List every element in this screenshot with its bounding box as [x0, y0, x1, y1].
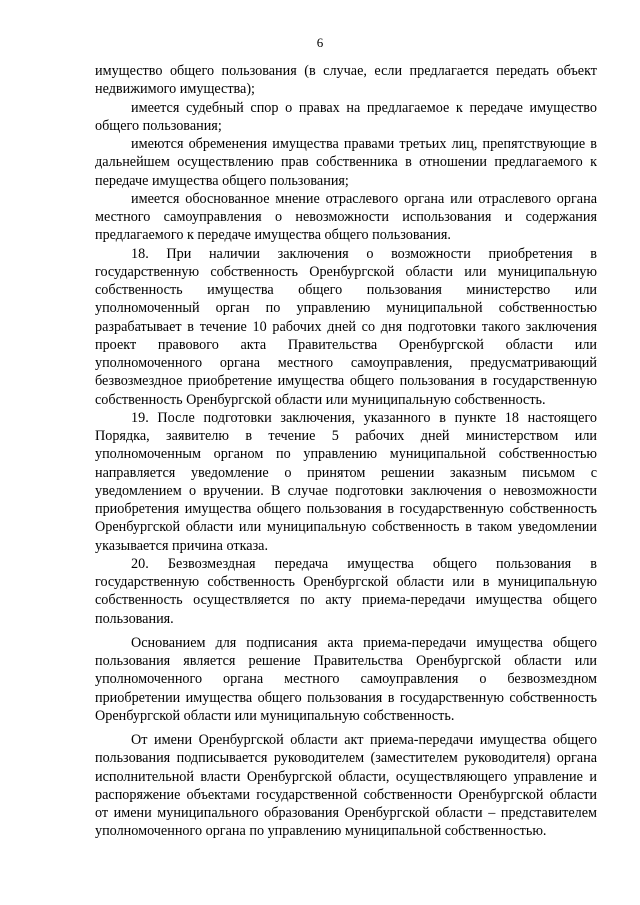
paragraph-clause-19: 19. После подготовки заключения, указанного в пункте 18 настоящего Порядка, заявителю в течение 5 рабочих дней министерством или уполномоченным органом по управлению муниципальной собственностью направляется уведомление о принятом решении заказным письмом с уведомлением о вручении. В случае подготовки заключения о невозможности приобретения имущества общего пользования в государственную собственность Оренбургской области или муниципальную собственность в таком уведомлении указывается причина отказа. — [95, 409, 597, 554]
paragraph-list-item-continuation: имущество общего пользования (в случае, если предлагается передать объект недвижимого имущества); — [95, 63, 597, 98]
paragraph-list-item-encumbrances: имеются обременения имущества правами третьих лиц, препятствующие в дальнейшем осуществлению прав собственника в отношении предлагаемого к передаче имущества общего пользования; — [95, 136, 597, 189]
paragraph-signatories: От имени Оренбургской области акт приема-передачи имущества общего пользования подписывается руководителем (заместителем руководителя) органа исполнительной власти Оренбургской области, осуществляющего управление и распоряжение объектами государственной собственности Оренбургской области от имени муниципального образования Оренбургской области – представителем уполномоченного органа по управлению муниципальной собственностью. — [95, 732, 597, 840]
paragraph-clause-18: 18. При наличии заключения о возможности приобретения в государственную собственность Оренбургской области или муниципальную собственность имущества общего пользования министерство или уполномоченный орган по управлению муниципальной собственностью разрабатывает в течение 10 рабочих дней со дня подготовки такого заключения проект правового акта Правительства Оренбургской области или уполномоченного органа местного самоуправления, предусматривающий безвозмездное приобретение имущества общего пользования в государственную собственность Оренбургской области или муниципальную собственность. — [95, 245, 597, 408]
paragraph-clause-20: 20. Безвозмездная передача имущества общего пользования в государственную собственность Оренбургской области или в муниципальную собственность осуществляется по акту приема-передачи имущества общего пользования. — [95, 555, 597, 627]
paragraph-signing-basis: Основанием для подписания акта приема-передачи имущества общего пользования является решение Правительства Оренбургской области или уполномоченного органа местного самоуправления о безвозмездном приобретении имущества общего пользования в государственную собственность Оренбургской области или муниципальную собственность. — [95, 634, 597, 724]
paragraph-list-item-court-dispute: имеется судебный спор о правах на предлагаемое к передаче имущество общего пользования; — [95, 99, 597, 134]
document-body — [95, 62, 597, 841]
page-number: 6 — [316, 35, 324, 50]
paragraph-list-item-sector-opinion: имеется обоснованное мнение отраслевого органа или отраслевого органа местного самоуправления о невозможности использования и содержания предлагаемого к передаче имущества общего пользования. — [95, 190, 597, 244]
